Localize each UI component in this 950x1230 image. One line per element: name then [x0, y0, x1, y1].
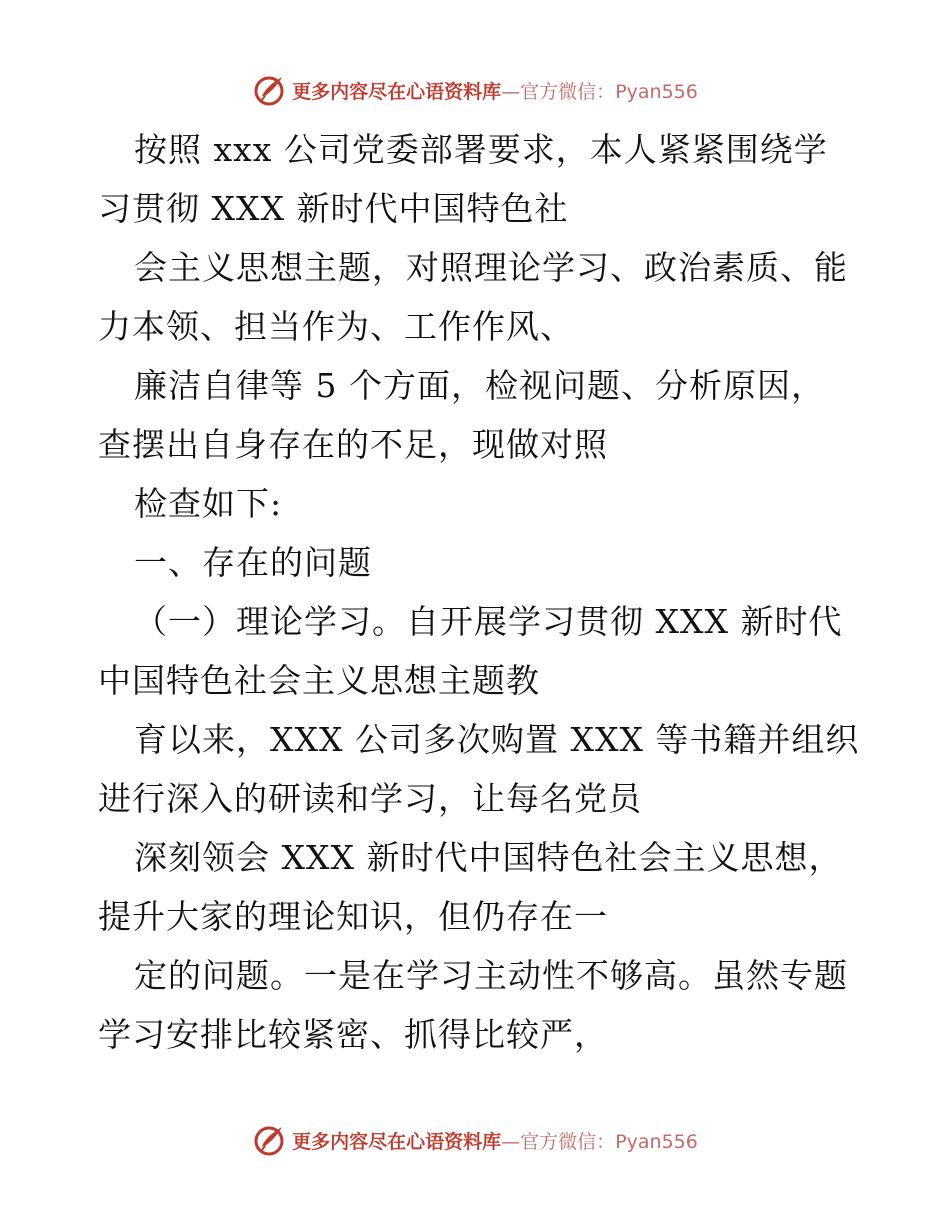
document-line: 查摆出自身存在的不足，现做对照 — [98, 425, 608, 464]
document-line: 廉洁自律等 5 个方面，检视问题、分析原因， — [134, 366, 825, 405]
document-line: 定的问题。一是在学习主动性不够高。虽然专题 — [134, 956, 848, 995]
quill-logo-icon — [252, 1122, 288, 1158]
watermark-banner-bottom — [0, 1120, 950, 1160]
watermark-dash: — — [501, 1130, 521, 1153]
document-line: （一）理论学习。自开展学习贯彻 XXX 新时代 — [134, 602, 843, 641]
document-line: 力本领、担当作为、工作作风、 — [98, 307, 574, 346]
document-line: 中国特色社会主义思想主题教 — [98, 661, 540, 700]
watermark-brand: 更多内容尽在心语资料库 — [292, 80, 502, 103]
document-line: 提升大家的理论知识，但仍存在一 — [98, 897, 608, 936]
document-line: 深刻领会 XXX 新时代中国特色社会主义思想， — [134, 838, 843, 877]
watermark-wechat-id: Pyan556 — [615, 1130, 698, 1153]
document-line: 按照 xxx 公司党委部署要求，本人紧紧围绕学 — [134, 130, 828, 169]
document-line: 进行深入的研读和学习，让每名党员 — [98, 779, 642, 818]
watermark-dash: — — [501, 80, 521, 103]
watermark-brand: 更多内容尽在心语资料库 — [292, 1130, 502, 1153]
document-line: 检查如下: — [134, 484, 283, 523]
watermark-text — [292, 77, 698, 104]
document-line: 学习安排比较紧密、抓得比较严， — [98, 1015, 608, 1054]
document-body — [98, 120, 858, 1064]
watermark-text — [292, 1127, 698, 1154]
quill-logo-icon — [252, 72, 288, 108]
watermark-wechat-label: 官方微信： — [520, 1130, 616, 1153]
watermark-wechat-label: 官方微信： — [520, 80, 616, 103]
document-line: 育以来，XXX 公司多次购置 XXX 等书籍并组织 — [134, 720, 860, 759]
watermark-wechat-id: Pyan556 — [615, 80, 698, 103]
document-line: 会主义思想主题，对照理论学习、政治素质、能 — [134, 248, 848, 287]
document-line: 习贯彻 XXX 新时代中国特色社 — [98, 189, 569, 228]
document-line: 一、存在的问题 — [134, 543, 372, 582]
watermark-banner-top — [0, 70, 950, 110]
